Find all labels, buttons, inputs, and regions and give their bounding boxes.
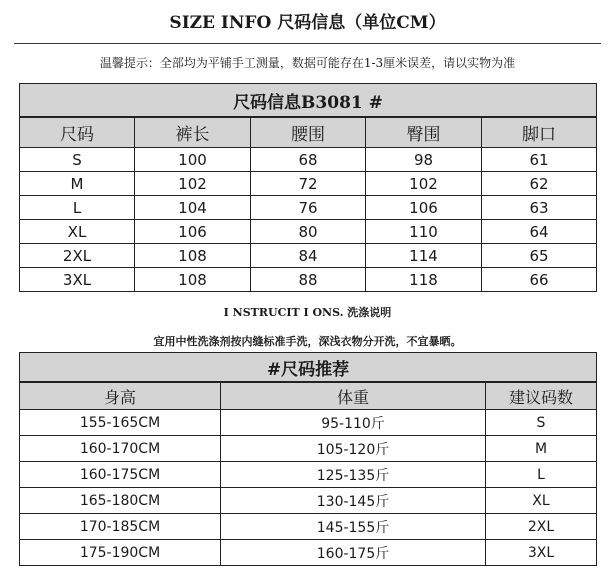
recommendation-caption: #尺码推荐 <box>20 353 597 383</box>
header-weight: 体重 <box>221 382 486 410</box>
size-cell: M <box>20 172 135 196</box>
hip-cell: 114 <box>366 244 482 268</box>
leg-opening-cell: 64 <box>482 220 597 244</box>
table-row <box>20 148 597 172</box>
header-height: 身高 <box>20 382 221 410</box>
size-chart-header-row <box>20 117 597 148</box>
length-cell: 106 <box>135 220 251 244</box>
table-row <box>20 514 597 540</box>
weight-cell: 95-110斤 <box>221 410 486 436</box>
leg-opening-cell: 65 <box>482 244 597 268</box>
height-cell: 160-170CM <box>20 436 221 462</box>
suggested-size-cell: 3XL <box>486 540 597 566</box>
weight-cell: 105-120斤 <box>221 436 486 462</box>
size-recommendation-body <box>20 353 597 566</box>
table-row <box>20 220 597 244</box>
page-title: SIZE INFO 尺码信息（单位CM） <box>169 13 446 33</box>
suggested-size-cell: XL <box>486 488 597 514</box>
recommendation-caption-row <box>20 353 597 383</box>
header-suggested-size: 建议码数 <box>486 382 597 410</box>
waist-cell: 80 <box>251 220 366 244</box>
suggested-size-cell: M <box>486 436 597 462</box>
length-cell: 100 <box>135 148 251 172</box>
hip-cell: 106 <box>366 196 482 220</box>
size-cell: S <box>20 148 135 172</box>
table-row <box>20 244 597 268</box>
table-row <box>20 540 597 566</box>
hip-cell: 98 <box>366 148 482 172</box>
size-cell: 2XL <box>20 244 135 268</box>
weight-cell: 125-135斤 <box>221 462 486 488</box>
table-row <box>20 196 597 220</box>
recommendation-header-row <box>20 382 597 410</box>
waist-cell: 72 <box>251 172 366 196</box>
table-row <box>20 172 597 196</box>
height-cell: 170-185CM <box>20 514 221 540</box>
weight-cell: 145-155斤 <box>221 514 486 540</box>
size-chart-caption: 尺码信息B3081 # <box>20 84 597 118</box>
table-row <box>20 436 597 462</box>
suggested-size-cell: S <box>486 410 597 436</box>
care-instructions-title: I NSTRUCIT I ONS. 洗涤说明 <box>223 306 392 319</box>
size-chart-body <box>20 84 597 292</box>
table-row <box>20 488 597 514</box>
height-cell: 165-180CM <box>20 488 221 514</box>
header-hip: 臀围 <box>366 117 482 148</box>
size-cell: L <box>20 196 135 220</box>
weight-cell: 130-145斤 <box>221 488 486 514</box>
title-divider <box>14 43 601 44</box>
size-chart-table <box>19 83 597 292</box>
care-instructions-text: 宜用中性洗涤剂按内缝标准手洗，深浅衣物分开洗，不宜暴晒。 <box>153 335 462 348</box>
header-waist: 腰围 <box>251 117 366 148</box>
waist-cell: 84 <box>251 244 366 268</box>
table-row <box>20 462 597 488</box>
size-cell: 3XL <box>20 268 135 292</box>
leg-opening-cell: 66 <box>482 268 597 292</box>
length-cell: 102 <box>135 172 251 196</box>
waist-cell: 68 <box>251 148 366 172</box>
hip-cell: 118 <box>366 268 482 292</box>
length-cell: 104 <box>135 196 251 220</box>
height-cell: 155-165CM <box>20 410 221 436</box>
waist-cell: 76 <box>251 196 366 220</box>
length-cell: 108 <box>135 268 251 292</box>
table-row <box>20 410 597 436</box>
hip-cell: 102 <box>366 172 482 196</box>
height-cell: 160-175CM <box>20 462 221 488</box>
size-cell: XL <box>20 220 135 244</box>
leg-opening-cell: 61 <box>482 148 597 172</box>
hip-cell: 110 <box>366 220 482 244</box>
length-cell: 108 <box>135 244 251 268</box>
leg-opening-cell: 62 <box>482 172 597 196</box>
header-size: 尺码 <box>20 117 135 148</box>
header-length: 裤长 <box>135 117 251 148</box>
header-leg-opening: 脚口 <box>482 117 597 148</box>
suggested-size-cell: L <box>486 462 597 488</box>
size-recommendation-table <box>19 352 597 566</box>
size-chart-caption-row <box>20 84 597 118</box>
height-cell: 175-190CM <box>20 540 221 566</box>
measurement-notice: 温馨提示：全部均为平铺手工测量，数据可能存在1-3厘米误差，请以实物为准 <box>99 56 516 70</box>
leg-opening-cell: 63 <box>482 196 597 220</box>
weight-cell: 160-175斤 <box>221 540 486 566</box>
suggested-size-cell: 2XL <box>486 514 597 540</box>
waist-cell: 88 <box>251 268 366 292</box>
table-row <box>20 268 597 292</box>
